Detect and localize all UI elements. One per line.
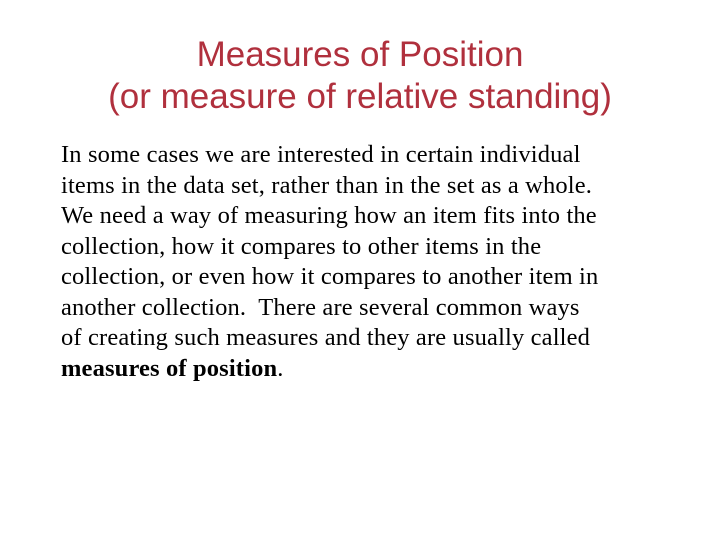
slide-title: [0, 34, 720, 118]
body-line-4: collection, how it compares to other items in the: [61, 232, 542, 260]
measures-of-position-term: measures of position: [61, 354, 278, 382]
body-line-1: In some cases we are interested in certain individual: [61, 141, 581, 168]
body-line-5: collection, or even how it compares to another item in: [61, 263, 599, 290]
body-line-8: [61, 354, 701, 385]
body-line-2: items in the data set, rather than in the set as a whole.: [61, 171, 593, 199]
title-line-1: Measures of Position: [196, 35, 524, 74]
final-punctuation: .: [277, 354, 284, 382]
body-line-3: We need a way of measuring how an item fits into the: [61, 202, 597, 229]
body-line-7: of creating such measures and they are usually called: [61, 324, 591, 351]
slide-body-text: [61, 140, 701, 384]
title-line-2: (or measure of relative standing): [108, 77, 612, 116]
body-line-6: another collection. There are several common ways: [61, 293, 580, 321]
